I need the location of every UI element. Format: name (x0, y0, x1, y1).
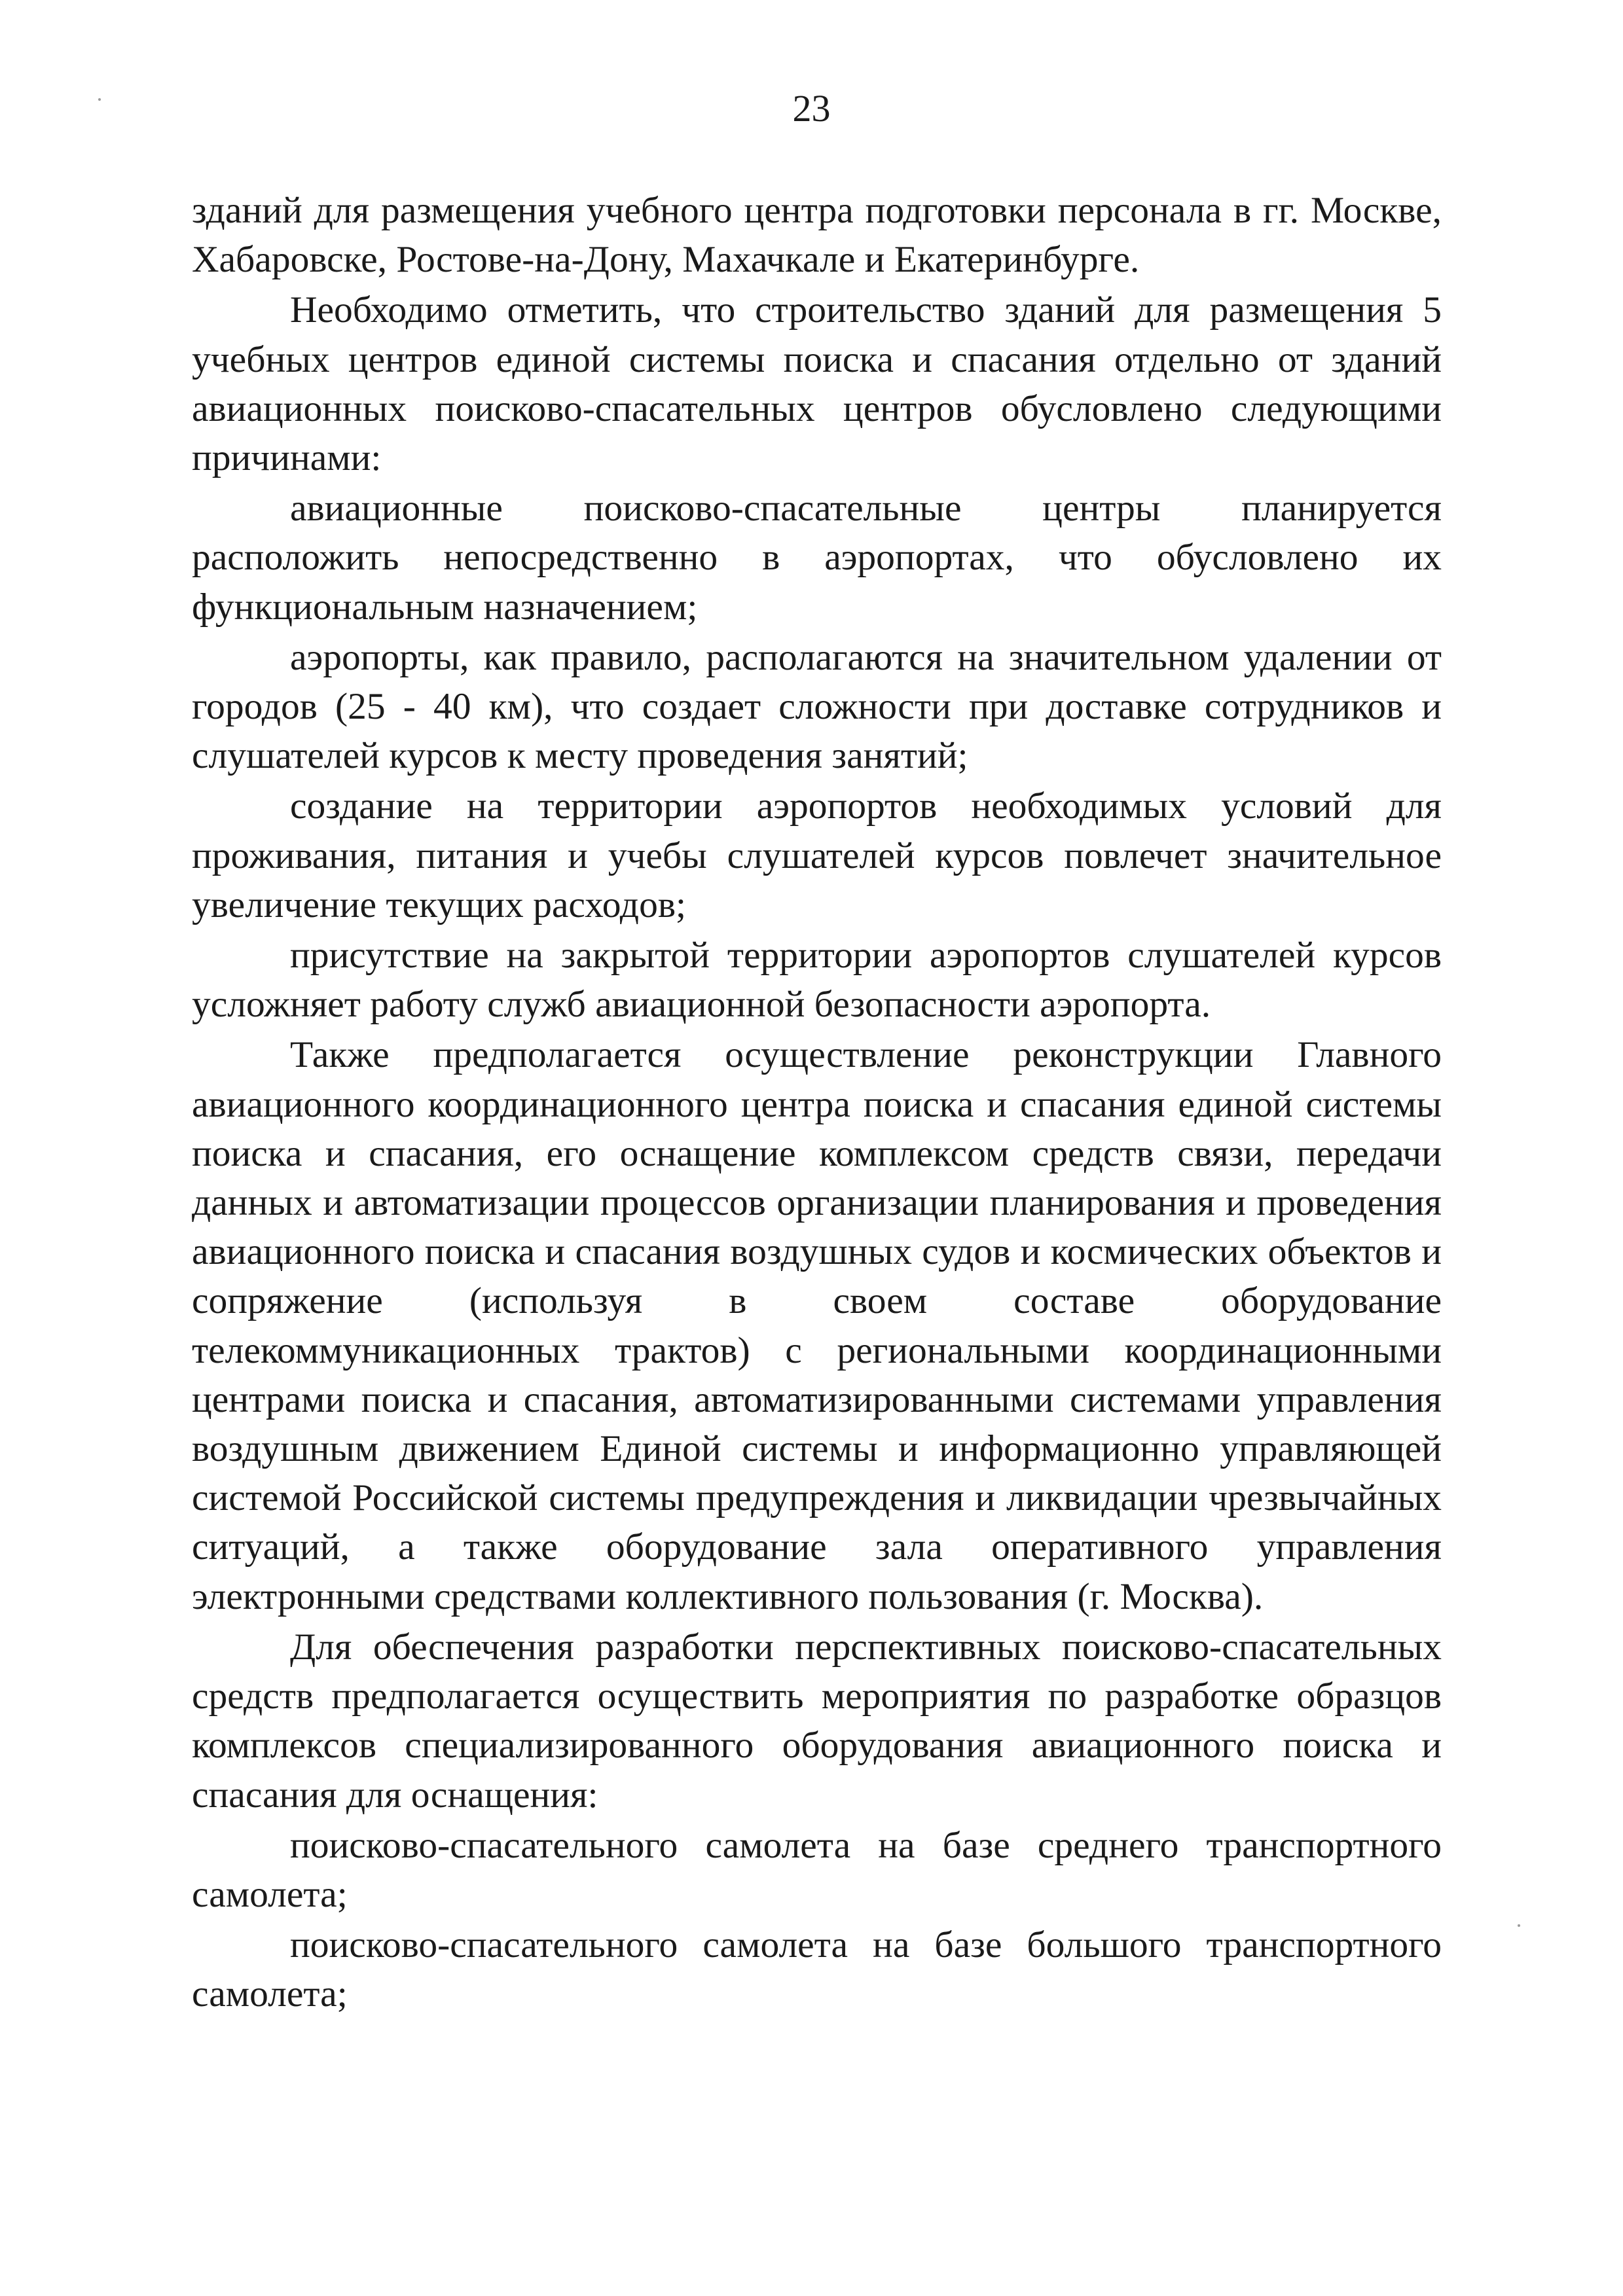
paragraph: Необходимо отметить, что строительство зданий для размещения 5 учебных центров единой системы поиска и спасания отдельно от зданий авиационных поисково-спасательных центров обусловлено следующими причинами: (192, 289, 1442, 479)
document-body (192, 186, 1442, 2019)
paragraph: зданий для размещения учебного центра подготовки персонала в гг. Москве, Хабаровске, Ростове-на-Дону, Махачкале и Екатеринбурге. (192, 190, 1442, 281)
list-item: аэропорты, как правило, располагаются на значительном удалении от городов (25 - 40 км), что создает сложности при доставке сотрудников и слушателей курсов к месту проведения занятий; (192, 636, 1442, 777)
scan-speck (1518, 1924, 1520, 1927)
list-item: поисково-спасательного самолета на базе большого транспортного самолета; (192, 1924, 1442, 2015)
scan-speck (98, 98, 101, 101)
paragraph: Для обеспечения разработки перспективных поисково-спасательных средств предполагается осуществить мероприятия по разработке образцов комплексов специализированного оборудования авиационного поиска и спасания для оснащения: (192, 1626, 1442, 1816)
list-item: авиационные поисково-спасательные центры планируется расположить непосредственно в аэропортах, что обусловлено их функциональным назначением; (192, 488, 1442, 628)
list-item: создание на территории аэропортов необходимых условий для проживания, питания и учебы слушателей курсов повлечет значительное увеличение текущих расходов; (192, 785, 1442, 925)
paragraph: Также предполагается осуществление реконструкции Главного авиационного координационного центра поиска и спасания единой системы поиска и спасания, его оснащение комплексом средств связи, передачи данных и автоматизации процессов организации планирования и проведения авиационного поиска и спасания воздушных судов и космических объектов и сопряжение (используя в своем составе оборудование телекоммуникационных трактов) с региональными координационными центрами поиска и спасания, автоматизированными системами управления воздушным движением Единой системы и информационно управляющей системой Российской системы предупреждения и ликвидации чрезвычайных ситуаций, а также оборудование зала оперативного управления электронными средствами коллективного пользования (г. Москва). (192, 1034, 1442, 1617)
list-item: присутствие на закрытой территории аэропортов слушателей курсов усложняет работу служб авиационной безопасности аэропорта. (192, 935, 1442, 1026)
list-item: поисково-спасательного самолета на базе среднего транспортного самолета; (192, 1824, 1442, 1915)
page-number: 23 (792, 87, 831, 130)
